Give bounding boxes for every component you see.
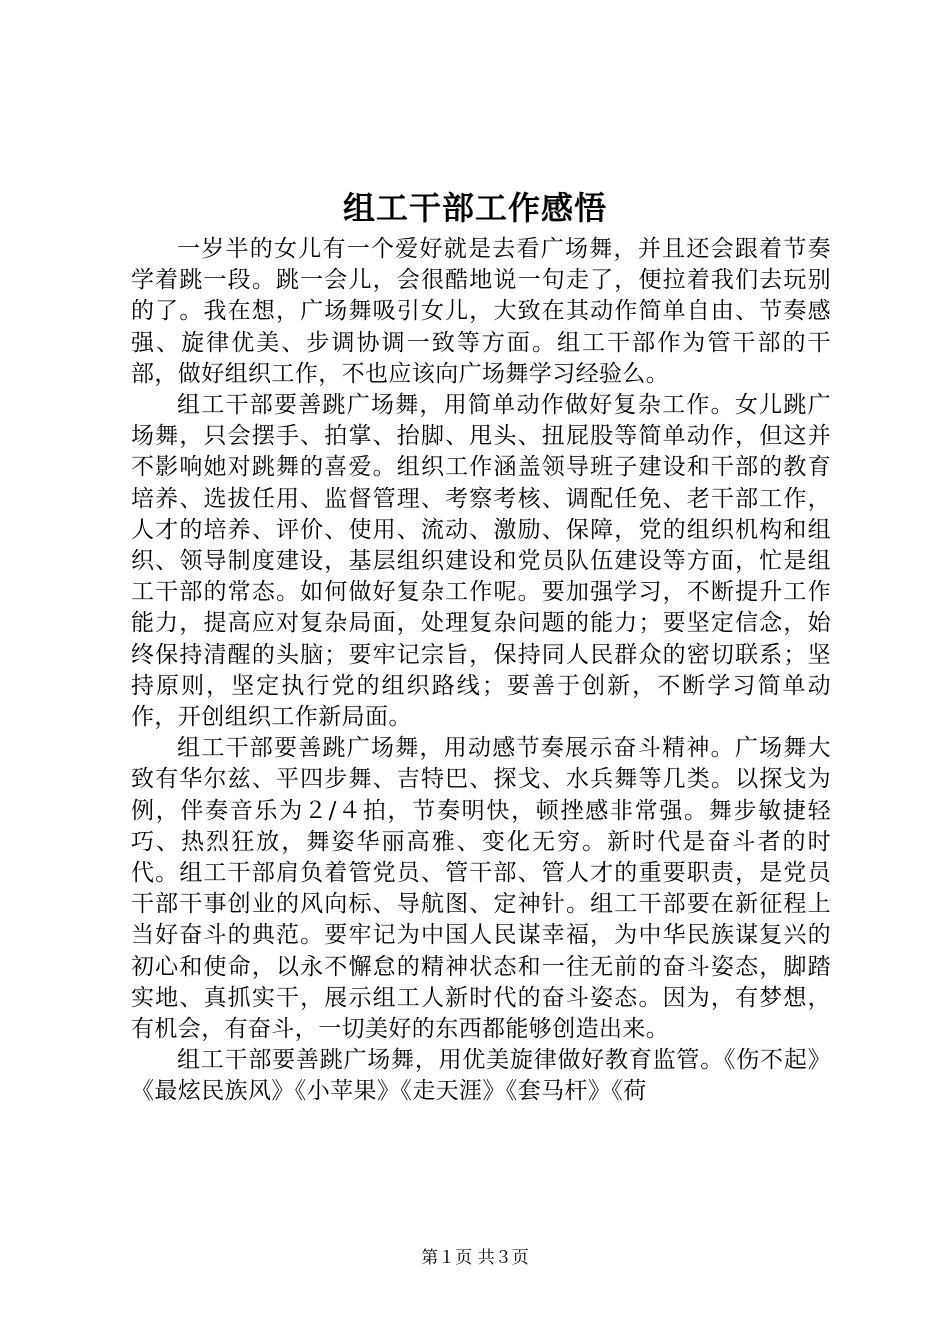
paragraph-1: 一岁半的女儿有一个爱好就是去看广场舞，并且还会跟着节奏学着跳一段。跳一会儿，会很酷地说一句走了，便拉着我们去玩别的了。我在想，广场舞吸引女儿，大致在其动作简单自由、节奏感强、旋律优美、步调协调一致等方面。组工干部作为管干部的干部，做好组织工作，不也应该向广场舞学习经验么。 bbox=[131, 236, 831, 387]
page-footer: 第１页 共３页 bbox=[421, 1248, 529, 1268]
paragraph-4: 组工干部要善跳广场舞，用优美旋律做好教育监管。《伤不起》《最炫民族风》《小苹果》《走天涯》《套马杆》《荷 bbox=[131, 1047, 831, 1105]
document-body bbox=[131, 234, 831, 1108]
document-title: 组工干部工作感悟 bbox=[342, 189, 607, 227]
paragraph-2: 组工干部要善跳广场舞，用简单动作做好复杂工作。女儿跳广场舞，只会摆手、拍掌、抬脚、甩头、扭屁股等简单动作，但这并不影响她对跳舞的喜爱。组织工作涵盖领导班子建设和干部的教育培养、选拔任用、监督管理、考察考核、调配任免、老干部工作，人才的培养、评价、使用、流动、激励、保障，党的组织机构和组织、领导制度建设，基层组织建设和党员队伍建设等方面，忙是组工干部的常态。如何做好复杂工作呢。要加强学习，不断提升工作能力，提高应对复杂局面，处理复杂问题的能力；要坚定信念，始终保持清醒的头脑；要牢记宗旨，保持同人民群众的密切联系；坚持原则，坚定执行党的组织路线；要善于创新，不断学习简单动作，开创组织工作新局面。 bbox=[131, 392, 831, 731]
paragraph-3: 组工干部要善跳广场舞，用动感节奏展示奋斗精神。广场舞大致有华尔兹、平四步舞、吉特巴、探戈、水兵舞等几类。以探戈为例，伴奏音乐为２/４拍，节奏明快，顿挫感非常强。舞步敏捷轻巧、热烈狂放，舞姿华丽高雅、变化无穷。新时代是奋斗者的时代。组工干部肩负着管党员、管干部、管人才的重要职责，是党员干部干事创业的风向标、导航图、定神针。组工干部要在新征程上当好奋斗的典范。要牢记为中国人民谋幸福，为中华民族谋复兴的初心和使命，以永不懈怠的精神状态和一往无前的奋斗姿态，脚踏实地、真抓实干，展示组工人新时代的奋斗姿态。因为，有梦想，有机会，有奋斗，一切美好的东西都能够创造出来。 bbox=[131, 735, 831, 1043]
